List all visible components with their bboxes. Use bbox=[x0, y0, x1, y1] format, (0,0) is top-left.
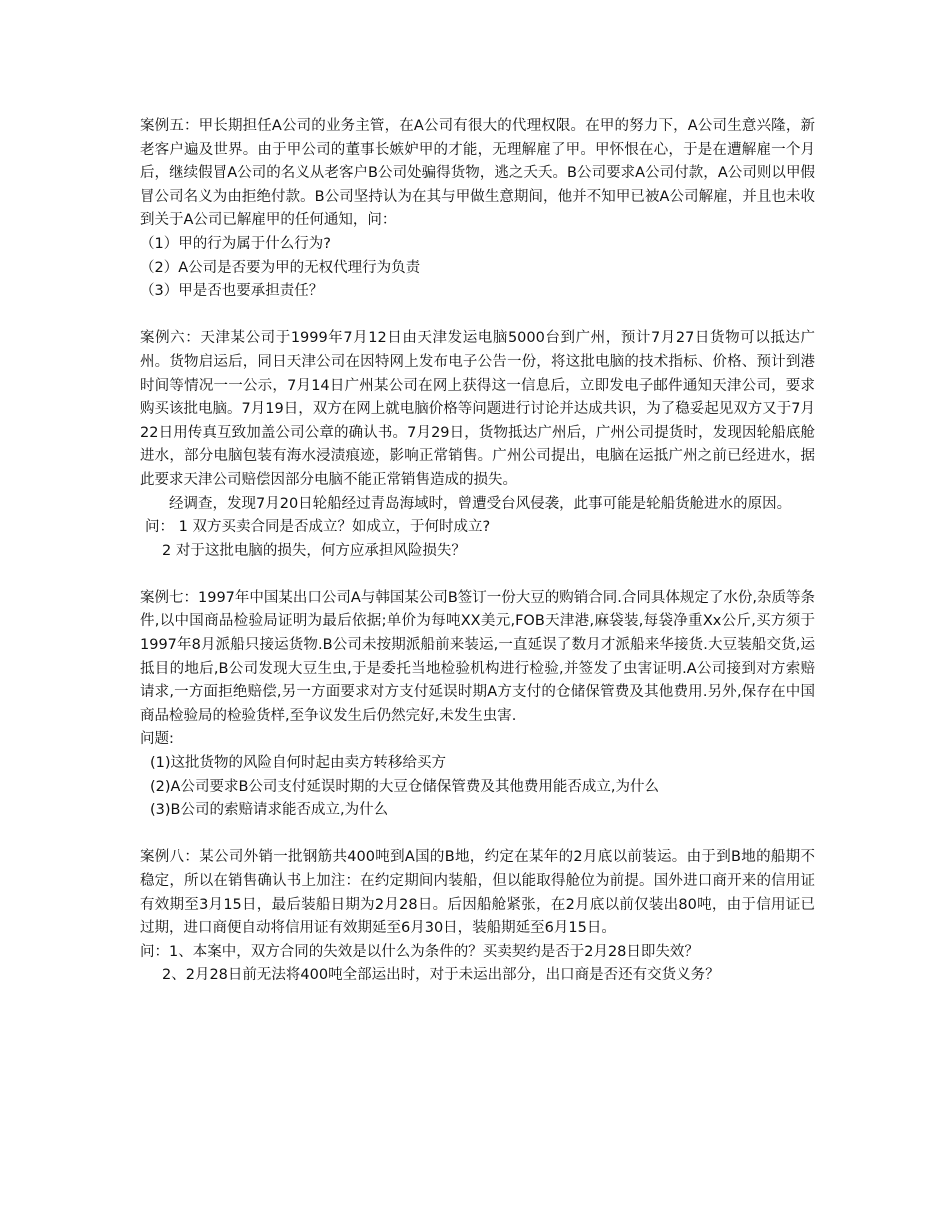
case-5-question-2: （2）A公司是否要为甲的无权代理行为负责 bbox=[140, 259, 421, 276]
case-8 bbox=[140, 846, 815, 988]
case-6-body: 案例六：天津某公司于1999年7月12日由天津发运电脑5000台到广州，预计7月27日货物可以抵达广州。货物启运后，同日天津公司在因特网上发布电子公告一份，将这批电脑的技术指标、价格、预计到港时间等情况一一公示，7月14日广州某公司在网上获得这一信息后，立即发电子邮件通知天津公司，要求购买该批电脑。7月19日，双方在网上就电脑价格等问题进行讨论并达成共识，为了稳妥起见双方又于7月22日用传真互致加盖公司公章的确认书。7月29日，货物抵达广州后，广州公司提货时，发现因轮船底舱进水，部分电脑包装有海水浸渍痕迹，影响正常销售。广州公司提出，电脑在运抵广州之前已经进水，据此要求天津公司赔偿因部分电脑不能正常销售造成的损失。 bbox=[140, 330, 815, 488]
case-7-question-3: (3)B公司的索赔请求能否成立,为什么 bbox=[150, 802, 389, 819]
case-7-question-label: 问题: bbox=[140, 731, 174, 748]
case-8-question-1: 问：1、本案中，双方合同的失效是以什么为条件的？买卖契约是否于2月28日即失效？ bbox=[140, 943, 699, 960]
case-5-question-3: （3）甲是否也要承担责任？ bbox=[140, 283, 324, 300]
case-7-body: 案例七：1997年中国某出口公司A与韩国某公司B签订一份大豆的购销合同.合同具体规定了水份,杂质等条件,以中国商品检验局证明为最后依据;单价为每吨XX美元,FOB天津港,麻袋装,每袋净重Xx公斤,买方须于1997年8月派船只接运货物.B公司未按期派船前来装运,一直延误了数月才派船来华接货.大豆装船交货,运抵目的地后,B公司发现大豆生虫,于是委托当地检验机构进行检验,并签发了虫害证明.A公司接到对方索赔请求,一方面拒绝赔偿,另一方面要求对方支付延误时期A方支付的仓储保管费及其他费用.另外,保存在中国商品检验局的检验货样,至争议发生后仍然完好,未发生虫害. bbox=[140, 589, 815, 724]
document-page bbox=[140, 115, 815, 1012]
case-7 bbox=[140, 587, 815, 823]
case-8-question-2: 2、2月28日前无法将400吨全部运出时，对于未运出部分，出口商是否还有交货义务？ bbox=[162, 967, 720, 984]
case-7-question-1: (1)这批货物的风险自何时起由卖方转移给买方 bbox=[150, 755, 447, 772]
case-7-question-2: (2)A公司要求B公司支付延误时期的大豆仓储保管费及其他费用能否成立,为什么 bbox=[150, 778, 660, 795]
case-6-investigation: 经调查，发现7月20日轮船经过青岛海域时，曾遭受台风侵袭，此事可能是轮船货舱进水的原因。 bbox=[169, 495, 792, 512]
case-6 bbox=[140, 327, 815, 563]
case-5-question-1: （1）甲的行为属于什么行为? bbox=[140, 235, 331, 252]
case-5 bbox=[140, 115, 815, 304]
case-5-body: 案例五：甲长期担任A公司的业务主管，在A公司有很大的代理权限。在甲的努力下，A公司生意兴隆，新老客户遍及世界。由于甲公司的董事长嫉妒甲的才能，无理解雇了甲。甲怀恨在心，于是在遭解雇一个月后，继续假冒A公司的名义从老客户B公司处骗得货物，逃之夭夭。B公司要求A公司付款，A公司则以甲假冒公司名义为由拒绝付款。B公司坚持认为在其与甲做生意期间，他并不知甲已被A公司解雇，并且也未收到关于A公司已解雇甲的任何通知，问： bbox=[140, 118, 815, 229]
case-6-question-1: 问： 1 双方买卖合同是否成立？如成立，于何时成立? bbox=[145, 519, 491, 536]
case-8-body: 案例八：某公司外销一批钢筋共400吨到A国的B地，约定在某年的2月底以前装运。由于到B地的船期不稳定，所以在销售确认书上加注：在约定期间内装船，但以能取得舱位为前提。国外进口商开来的信用证有效期至3月15日，最后装船日期为2月28日。后因船舱紧张，在2月底以前仅装出80吨，由于信用证已过期，进口商便自动将信用证有效期延至6月30日，装船期延至6月15日。 bbox=[140, 849, 815, 937]
case-6-question-2: 2 对于这批电脑的损失，何方应承担风险损失？ bbox=[162, 542, 466, 559]
